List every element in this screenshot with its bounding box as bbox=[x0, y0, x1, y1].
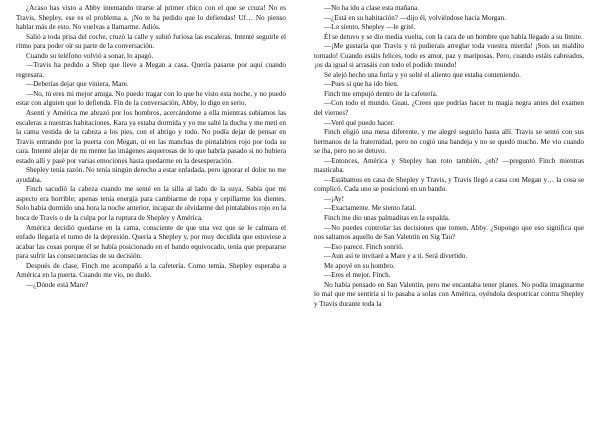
paragraph: —No, tú eres mi mejor amiga. No puedo tragar con lo que he visto esta noche, y no puedo estar con alguien que lo defienda. Fin de la conversación, Abby, lo digo en serio. bbox=[16, 89, 286, 108]
paragraph: Finch sacudió la cabeza cuando me senté en la silla al lado de la suya. Sabía que mi aspecto era horrible; apenas tenía energía para cambiarme de ropa y cepillarme los dientes. Solo había dormido una hora la noche anterior, incapaz de olvidarme del pintalabios rojo en la boca de Travis o de la culpa por la ruptura de Shepley y América. bbox=[16, 185, 286, 223]
paragraph: —Con todo el mundo. Guau. ¿Crees que podrías hacer tu magia negra antes del examen del viernes? bbox=[314, 99, 584, 118]
paragraph: —¿Está en su habitación? —dijo él, volviéndose hacia Morgan. bbox=[324, 13, 506, 22]
paragraph: —Veré qué puedo hacer. bbox=[324, 118, 395, 127]
paragraph: —Aun así te invitaré a Mare y a ti. Será divertido. bbox=[324, 252, 468, 261]
paragraph: Él se detuvo y se dio media vuelta, con la cara de un hombre que había llegado a su límite. bbox=[324, 32, 583, 41]
paragraph: Salió a toda prisa del coche, cruzó la calle y subió furiosa las escaleras. Intenté seguirle el ritmo para poder oír su parte de la conversación. bbox=[16, 32, 286, 51]
paragraph: —Deberías dejar que viniera, Mare. bbox=[26, 80, 129, 89]
paragraph: —Entonces, América y Shepley han roto también, ¿eh? —preguntó Finch mientras masticaba. bbox=[314, 156, 584, 175]
paragraph: —Lo siento, Shepley —le grité. bbox=[324, 23, 416, 32]
paragraph: —¿Dónde está Mare? bbox=[26, 280, 89, 289]
paragraph: Finch me dio unas palmaditas en la espalda. bbox=[324, 214, 450, 223]
paragraph: —Eres el mejor, Finch. bbox=[324, 271, 391, 280]
paragraph: —Travis ha pedido a Shep que lleve a Megan a casa. Quería pasarse por aquí cuando regresara. bbox=[16, 61, 286, 79]
paragraph: —Estábamos en casa de Shepley y Travis, y Travis llegó a casa con Megan y… la cosa se complicó. Cada uno se posicionó en un bando. bbox=[314, 175, 584, 194]
paragraph: Shepley tenía razón. No tenía ningún derecho a estar enfadada, pero ignorar el dolor no me ayudaba. bbox=[16, 166, 286, 184]
paragraph: Me apoyé en su hombro. bbox=[324, 261, 395, 270]
paragraph: No había pensado en San Valentín, pero me encantaba tener planes. No podía imaginarme lo mal que me sentiría si lo pasaba a solas con América, oyéndola despotricar contra Shepley y Travis durante toda la bbox=[314, 280, 584, 308]
paragraph: Finch me empujó dentro de la cafetería. bbox=[324, 89, 438, 98]
paragraph: —¡Me gustaría que Travis y tú pudierais arreglar toda vuestra mierda! ¡Sois un maldito tornado! Cuando estáis felices, todo es amor, paz y mariposas. Pero, cuando estáis cabreados, ¡os da igual si arrasáis con todo el podido mundo! bbox=[314, 42, 584, 70]
paragraph: —Eso parece. Finch sonrió. bbox=[324, 242, 404, 251]
left-page bbox=[16, 4, 286, 424]
paragraph: Después de clase, Finch me acompañó a la cafetería. Como temía, Shepley esperaba a América en la puerta. Cuando me vio, no dudó. bbox=[16, 261, 286, 280]
paragraph: Asentí y América me abrazó por los hombros, acercándome a ella mientras subíamos las escaleras a nuestras habitaciones. Kara ya estaba dormida y yo me salté la ducha y me metí en la cama vestida de la cabeza a los pies, con el abrigo y todo. No podía dejar de pensar en Travis entrando por la puerta con Megan, ni en las manchas de pintalabios rojo por toda su cara. Intenté alejar de mi mente las imágenes asquerosas de lo que habría pasado si no hubiera estado allí y pasé por varias emociones hasta quedarme en la desesperación. bbox=[16, 109, 286, 165]
paragraph: —No ha ido a clase esta mañana. bbox=[324, 4, 419, 12]
paragraph: ¿Acaso has visto a Abby intentando tirarse al primer chico con el que se cruza! No es Travis, Shepley, ese es el problema a. ¡No te ha pedido que lo defiendas! Uf… No pienso hablar más de esto. No vuelvas a llamarme. Adiós. bbox=[16, 4, 286, 32]
paragraph: Cuando su teléfono volvió a sonar, lo apagó. bbox=[26, 51, 154, 60]
paragraph: Se alejó hecho una furia y yo solté el aliento que estaba conteniendo. bbox=[324, 70, 521, 79]
paragraph: —¡Ay! bbox=[324, 194, 344, 203]
right-page bbox=[314, 4, 584, 424]
paragraph: —No puedes controlar las decisiones que tomen, Abby. ¿Supongo que eso significa que nos saltamos aquello de San Valentín en Sig Tau? bbox=[314, 223, 584, 242]
paragraph: —Pues sí que ha ido bien. bbox=[324, 80, 399, 89]
paragraph: América decidió quedarse en la cama, consciente de que una vez que se le calmara el enfado llegaría el turno de la depresión. Quería a Shepley y, por muy decidida que estuviese a acabar las cosas porque él se había posicionado en el bando equivocado, tenía que prepararse para sufrir las consecuencias de su decisión. bbox=[16, 223, 286, 261]
paragraph: Finch eligió una mesa diferente, y me alegré seguirlo hasta allí. Travis se sentó con sus hermanos de la fraternidad, pero no cogió una bandeja y no se quedó mucho. Me vio cuando se iba, pero no se detuvo. bbox=[314, 128, 584, 156]
paragraph: —Exactamente. Me siento fatal. bbox=[324, 204, 417, 213]
